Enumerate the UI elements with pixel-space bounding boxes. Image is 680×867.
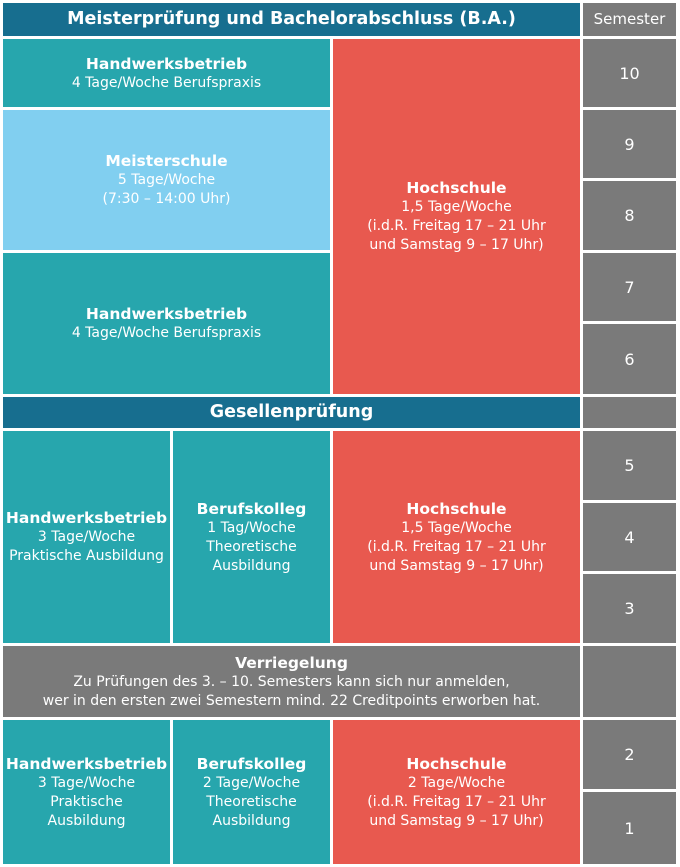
block-title: Meisterschule bbox=[105, 152, 228, 170]
block-text: Ausbildung bbox=[212, 812, 291, 829]
block-title: Hochschule bbox=[406, 179, 507, 197]
semester-number: 4 bbox=[624, 527, 635, 547]
semester-cell bbox=[583, 792, 676, 864]
semester-cell bbox=[583, 110, 676, 178]
semester-cell bbox=[583, 720, 676, 789]
block-title: Handwerksbetrieb bbox=[85, 54, 248, 73]
semester-cell bbox=[583, 181, 676, 250]
handwerksbetrieb-block-3 bbox=[3, 720, 170, 864]
verriegelung-text: wer in den ersten zwei Semestern mind. 22 Creditpoints erworben hat. bbox=[42, 692, 541, 709]
berufskolleg-block-3 bbox=[173, 720, 330, 864]
semester-spacer bbox=[583, 397, 676, 428]
semester-number: 6 bbox=[624, 349, 635, 369]
block-title: Handwerksbetrieb bbox=[5, 754, 168, 773]
semester-cell bbox=[583, 253, 676, 321]
gesellenpruefung-title: Gesellenprüfung bbox=[209, 402, 374, 422]
meisterschule-block bbox=[3, 110, 330, 250]
verriegelung-block bbox=[3, 646, 580, 717]
block-title: Hochschule bbox=[406, 754, 507, 773]
handwerksbetrieb-block-upper bbox=[3, 39, 330, 107]
semester-number: 1 bbox=[624, 818, 635, 838]
page-title: Meisterprüfung und Bachelorabschluss (B.A.) bbox=[67, 9, 516, 29]
block-text: und Samstag 9 – 17 Uhr) bbox=[369, 812, 544, 829]
semester-cell bbox=[583, 324, 676, 394]
semester-header-label: Semester bbox=[593, 10, 666, 28]
block-title: Hochschule bbox=[406, 499, 507, 518]
semester-cell bbox=[583, 431, 676, 500]
block-text: (i.d.R. Freitag 17 – 21 Uhr bbox=[367, 793, 546, 810]
semester-number: 5 bbox=[624, 456, 635, 475]
verriegelung-title: Verriegelung bbox=[235, 653, 348, 672]
block-text: und Samstag 9 – 17 Uhr) bbox=[369, 237, 544, 253]
semester-number: 7 bbox=[624, 277, 635, 297]
block-title: Handwerksbetrieb bbox=[5, 509, 168, 527]
block-text: Ausbildung bbox=[47, 812, 126, 829]
block-text: 1,5 Tage/Woche bbox=[401, 519, 512, 536]
hochschule-block-2 bbox=[333, 431, 580, 643]
semester-spacer bbox=[583, 646, 676, 717]
block-title: Berufskolleg bbox=[196, 754, 307, 773]
semester-cell bbox=[583, 39, 676, 107]
block-title: Handwerksbetrieb bbox=[85, 305, 248, 323]
hochschule-block-1 bbox=[333, 39, 580, 394]
block-text: 4 Tage/Woche Berufspraxis bbox=[71, 74, 262, 91]
block-text: 3 Tage/Woche bbox=[37, 774, 136, 791]
block-text: Ausbildung bbox=[212, 557, 291, 574]
handwerksbetrieb-block-lower bbox=[3, 253, 330, 394]
semester-number: 8 bbox=[624, 206, 635, 225]
block-text: (i.d.R. Freitag 17 – 21 Uhr bbox=[367, 218, 546, 234]
block-text: 4 Tage/Woche Berufspraxis bbox=[71, 325, 262, 341]
block-text: Theoretische bbox=[206, 793, 297, 810]
semester-number: 10 bbox=[619, 63, 640, 83]
semester-number: 9 bbox=[624, 134, 635, 154]
block-text: 2 Tage/Woche bbox=[407, 774, 506, 791]
handwerksbetrieb-block-2 bbox=[3, 431, 170, 643]
semester-number: 2 bbox=[624, 745, 635, 764]
block-text: 2 Tage/Woche bbox=[202, 774, 301, 791]
semester-header bbox=[583, 3, 676, 36]
semester-cell bbox=[583, 503, 676, 571]
semester-number: 3 bbox=[624, 599, 635, 618]
block-text: 1 Tag/Woche bbox=[207, 519, 296, 536]
berufskolleg-block-2 bbox=[173, 431, 330, 643]
title-bar bbox=[3, 3, 580, 36]
block-text: Praktische bbox=[50, 793, 123, 810]
block-text: 3 Tage/Woche bbox=[37, 529, 136, 545]
block-title: Berufskolleg bbox=[196, 499, 307, 518]
block-text: Theoretische bbox=[206, 538, 297, 555]
block-text: 1,5 Tage/Woche bbox=[401, 199, 512, 215]
semester-cell bbox=[583, 574, 676, 643]
verriegelung-text: Zu Prüfungen des 3. – 10. Semesters kann sich nur anmelden, bbox=[73, 673, 510, 690]
block-text: und Samstag 9 – 17 Uhr) bbox=[369, 557, 544, 574]
hochschule-block-3 bbox=[333, 720, 580, 864]
block-text: Praktische Ausbildung bbox=[9, 548, 164, 564]
gesellenpruefung-bar bbox=[3, 397, 580, 428]
block-text: (i.d.R. Freitag 17 – 21 Uhr bbox=[367, 538, 546, 555]
block-text: (7:30 – 14:00 Uhr) bbox=[102, 191, 231, 207]
block-text: 5 Tage/Woche bbox=[117, 172, 216, 188]
